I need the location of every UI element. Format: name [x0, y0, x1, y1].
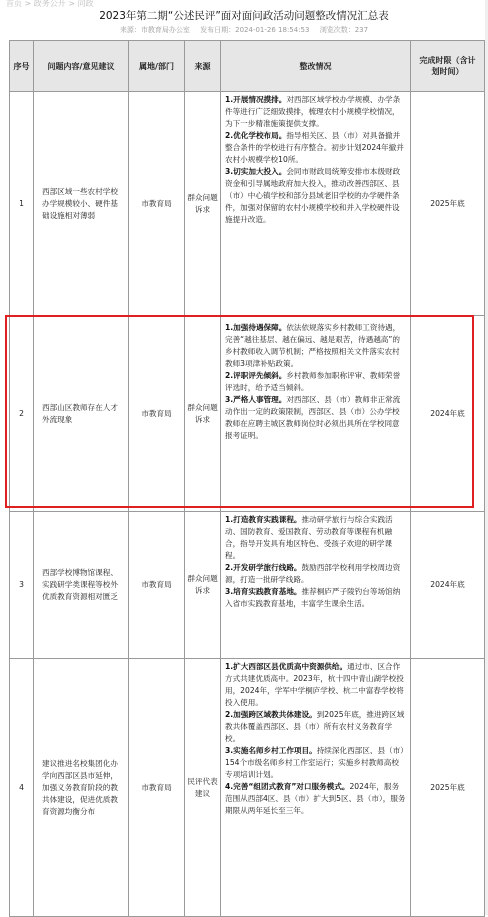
- measure-item: 1.加强待遇保障。依法依规落实乡村教师工资待遇，完善“越往基层、越在偏远、越是艰苦，待遇越高”的乡村教师收入调节机制；严格按照相关文件落实农村教师3项津补贴政策。: [225, 323, 401, 368]
- row-no: 2: [10, 316, 34, 512]
- measure-item: 2.开发研学旅行线路。鼓励西部学校利用学校周边资源，打造一批研学线路。: [225, 563, 401, 584]
- row-measures: [221, 512, 411, 659]
- row-no: 3: [10, 512, 34, 659]
- measure-item: 4.完善“组团式教育”对口服务模式。2024年，服务范围从西部4区、县（市）扩大到5区、县（市），服务期限从两年延长至三年。: [225, 782, 406, 815]
- measure-item: 3.实施名师乡村工作项目。持续深化西部区、县（市）154个市级名师乡村工作室运行；实施乡村教师高校专项培训计划。: [225, 746, 405, 779]
- row-source: 群众问题诉求: [185, 512, 221, 659]
- views-label: 浏览次数：237: [319, 26, 369, 34]
- measure-item: 3.培育实践教育基地。推荐桐庐严子陵钓台等场馆纳入省市实践教育基地，丰富学生课余生活。: [225, 587, 401, 608]
- table-row: [10, 92, 485, 316]
- row-dept: 市教育局: [129, 92, 185, 316]
- measure-item: 2.加强跨区域教共体建设。到2025年底，推进跨区域教共体覆盖西部区、县（市）所有农村义务教育学校。: [225, 710, 405, 743]
- table-row: [10, 512, 485, 659]
- row-deadline: 2024年底: [411, 512, 485, 659]
- measure-item: 1.扩大西部区县优质高中资源供给。通过市、区合作方式共建优质高中。2023年，杭十四中青山湖学校投用，2024年，学军中学桐庐学校、杭二中富春学校将投入使用。: [225, 662, 404, 707]
- table-header-row: [10, 41, 485, 92]
- table-row: [10, 316, 485, 512]
- col-header-no: 序号: [10, 41, 34, 92]
- measure-item: 3.切实加大投入。会同市财政局统筹安排市本级财政资金和引导属地政府加大投入，推动改善西部区、县（市）中心镇学校和部分县域老旧学校的办学硬件条件，加强对保留的农村小规模学校和并入学校硬件设施提升改造。: [225, 167, 401, 224]
- measure-item: 1.打造教育实践课程。推动研学旅行与综合实践活动、国防教育、爱国教育、劳动教育等课程有机融合，指导开发具有地区特色、受孩子欢迎的研学课程。: [225, 515, 393, 560]
- col-header-dept: 属地/部门: [129, 41, 185, 92]
- rectification-table: [9, 40, 485, 917]
- table-row: [10, 659, 485, 917]
- page-title: 2023年第二期“公述民评”面对面问政活动问题整改情况汇总表: [99, 10, 389, 22]
- measure-item: 2.评职评先倾斜。乡村教师参加职称评审、教师荣誉评选时，给予适当倾斜。: [225, 371, 401, 392]
- measure-item: 3.严格人事管理。对西部区、县（市）教师非正常流动作出一定的政策限制，西部区、县（市）公办学校教师在应聘主城区教师岗位时必须出具所在学校同意报考证明。: [225, 395, 401, 440]
- measure-item: 1.开展情况摸排。对西部区域学校办学规模、办学条件等进行广泛细致摸排，梳理农村小规模学校情况，为下一步精准施策提供支撑。: [225, 95, 401, 128]
- row-measures: [221, 659, 411, 917]
- article-meta: [0, 25, 488, 35]
- row-dept: 市教育局: [129, 659, 185, 917]
- row-issue: 西部学校博物馆课程、实践研学类课程等校外优质教育资源相对匮乏: [34, 512, 129, 659]
- row-deadline: 2025年底: [411, 92, 485, 316]
- row-measures: [221, 316, 411, 512]
- row-no: 4: [10, 659, 34, 917]
- row-no: 1: [10, 92, 34, 316]
- top-strip: 首页 > 政务公开 > 问政: [6, 0, 94, 8]
- row-issue: 西部山区教师存在人才外流现象: [34, 316, 129, 512]
- measure-item: 2.优化学校布局。指导相关区、县（市）对具备撤并整合条件的学校进行有序整合。初步计划2024年撤并农村小规模学校10所。: [225, 131, 404, 164]
- source-label: 来源：市教育局办公室: [119, 26, 190, 34]
- row-issue: 建议推进名校集团化办学向西部区县市延伸，加强义务教育阶段的教共体建设，促进优质教育资源均衡分布: [34, 659, 129, 917]
- date-label: 发布日期：2024-01-26 18:54:53: [200, 26, 310, 34]
- row-deadline: 2025年底: [411, 659, 485, 917]
- row-measures: [221, 92, 411, 316]
- col-header-issue: 问题内容/意见建议: [34, 41, 129, 92]
- row-dept: 市教育局: [129, 316, 185, 512]
- row-source: 民评代表建议: [185, 659, 221, 917]
- col-header-source: 来源: [185, 41, 221, 92]
- row-issue: 西部区域一些农村学校办学规模较小、硬件基础设施相对薄弱: [34, 92, 129, 316]
- row-source: 群众问题诉求: [185, 316, 221, 512]
- row-deadline: 2024年底: [411, 316, 485, 512]
- col-header-deadline: 完成时限（含计划时间）: [411, 41, 485, 92]
- col-header-measures: 整改情况: [221, 41, 411, 92]
- row-source: 群众问题诉求: [185, 92, 221, 316]
- row-dept: 市教育局: [129, 512, 185, 659]
